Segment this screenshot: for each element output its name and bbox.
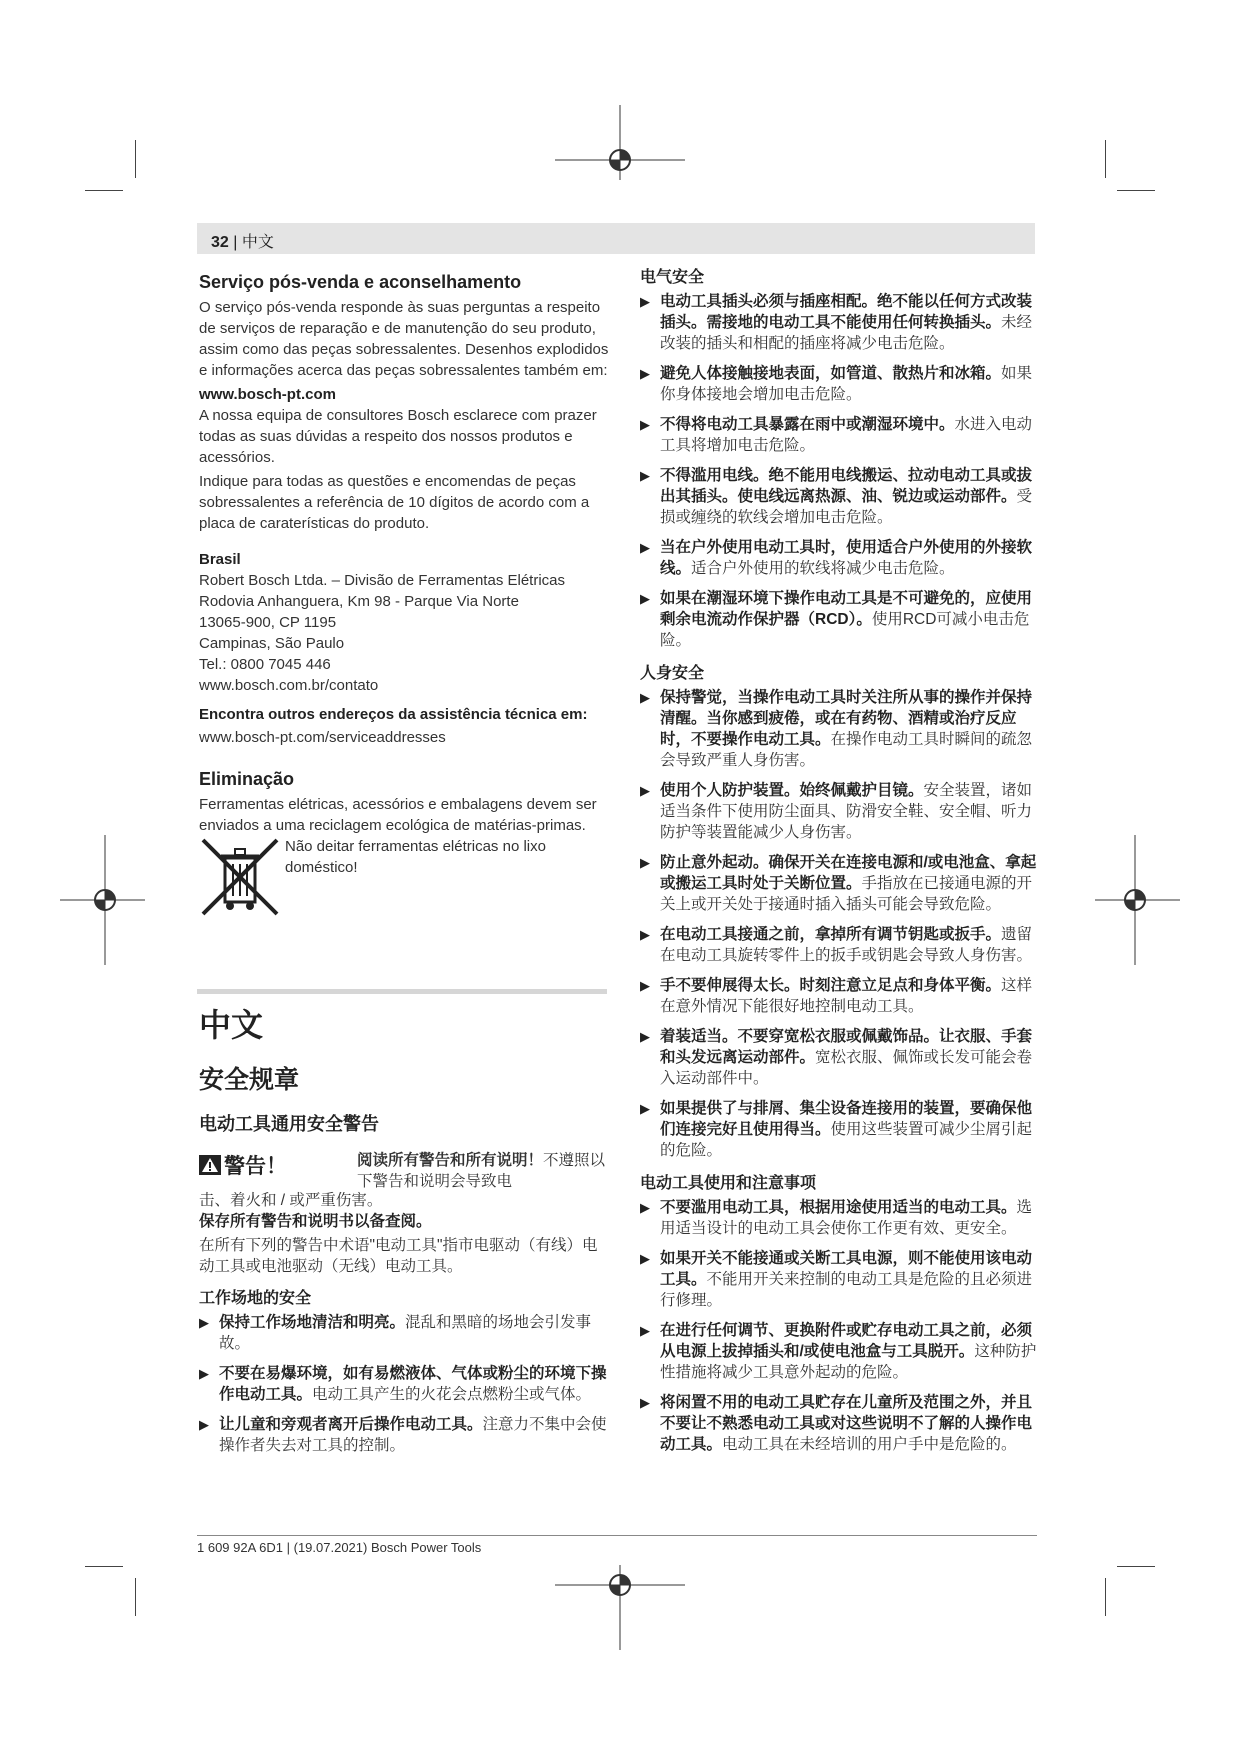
- crop-mark: [1117, 1566, 1155, 1567]
- bullet-arrow-icon: ▶: [640, 855, 650, 870]
- disposal-title: Eliminação: [199, 769, 295, 789]
- service-paragraph: O serviço pós-venda responde às suas perguntas a respeito de serviços de reparação e de manutenção do seu produto, assim como das peças sobressalentes. Desenhos explodidos e informações acerca das peças sobressalentes também em:: [199, 299, 609, 379]
- bullet-arrow-icon: ▶: [640, 927, 650, 942]
- chinese-section: [199, 1000, 609, 1465]
- list-item: ▶ 如果开关不能接通或关断工具电源，则不能使用该电动工具。不能用开关来控制的电动工具是危险的且必须进行修理。: [640, 1250, 1033, 1309]
- bullet-arrow-icon: ▶: [640, 294, 650, 309]
- left-column: [199, 266, 609, 918]
- list-item: ▶ 保持警觉，当操作电动工具时关注所从事的操作并保持清醒。当你感到疲倦，或在有药物、酒精或治疗反应时，不要操作电动工具。在操作电动工具时瞬间的疏忽会导致严重人身伤害。: [640, 689, 1033, 769]
- page-header: [197, 223, 1035, 254]
- bullet-arrow-icon: ▶: [640, 366, 650, 381]
- term-definition: 在所有下列的警告中术语"电动工具"指市电驱动（有线）电动工具或电池驱动（无线）电动工具。: [199, 1237, 598, 1275]
- list-item: ▶ 不得滥用电线。绝不能用电线搬运、拉动电动工具或拔出其插头。使电线远离热源、油、锐边或运动部件。受损或缠绕的软线会增加电击危险。: [640, 467, 1033, 526]
- list-item: ▶ 保持工作场地清洁和明亮。混乱和黑暗的场地会引发事故。: [199, 1314, 592, 1352]
- brasil-title: Brasil: [199, 551, 241, 568]
- bullet-arrow-icon: ▶: [640, 1395, 650, 1410]
- list-item: ▶ 不要滥用电动工具，根据用途使用适当的电动工具。选用适当设计的电动工具会使你工作更有效、更安全。: [640, 1199, 1033, 1237]
- tool-use-list: [640, 1197, 1040, 1455]
- crop-mark: [85, 1566, 123, 1567]
- list-item: ▶ 手不要伸展得太长。时刻注意立足点和身体平衡。这样在意外情况下能很好地控制电动工具。: [640, 977, 1033, 1015]
- electrical-safety-list: [640, 291, 1040, 651]
- list-item: ▶ 不得将电动工具暴露在雨中或潮湿环境中。水进入电动工具将增加电击危险。: [640, 416, 1033, 454]
- warning-text: 不遵照以下警告和说明会导致电: [357, 1152, 606, 1190]
- list-item: ▶ 让儿童和旁观者离开后操作电动工具。注意力不集中会使操作者失去对工具的控制。: [199, 1416, 607, 1454]
- list-item: ▶ 着装适当。不要穿宽松衣服或佩戴饰品。让衣服、手套和头发远离运动部件。宽松衣服、佩饰或长发可能会卷入运动部件中。: [640, 1028, 1033, 1087]
- crop-mark: [1117, 190, 1155, 191]
- header-separator: |: [228, 234, 242, 251]
- bullet-arrow-icon: ▶: [640, 1251, 650, 1266]
- service-title: Serviço pós-venda e aconselhamento: [199, 272, 522, 292]
- more-addresses-title: Encontra outros endereços da assistência técnica em:: [199, 706, 588, 723]
- crop-mark: [85, 190, 123, 191]
- page-number: 32: [211, 234, 229, 251]
- bullet-arrow-icon: ▶: [640, 1200, 650, 1215]
- bullet-arrow-icon: ▶: [640, 417, 650, 432]
- bullet-arrow-icon: ▶: [640, 1029, 650, 1044]
- registration-mark-icon: [555, 105, 685, 190]
- bullet-arrow-icon: ▶: [640, 978, 650, 993]
- brasil-phone: Tel.: 0800 7045 446: [199, 656, 331, 673]
- personal-safety-list: [640, 687, 1040, 1161]
- bullet-arrow-icon: ▶: [640, 540, 650, 555]
- list-item: ▶ 当在户外使用电动工具时，使用适合户外使用的外接软线。适合户外使用的软线将减少电击危险。: [640, 539, 1033, 577]
- bullet-arrow-icon: ▶: [640, 1323, 650, 1338]
- tool-use-title: 电动工具使用和注意事项: [640, 1175, 817, 1192]
- service-paragraph: A nossa equipa de consultores Bosch esclarece com prazer todas as suas dúvidas a respeito dos nossos produtos e acessórios.: [199, 407, 597, 466]
- crossed-out-bin-icon: [199, 836, 281, 918]
- warning-badge: [199, 1150, 287, 1180]
- brasil-address-line: 13065-900, CP 1195: [199, 614, 337, 631]
- bullet-arrow-icon: ▶: [640, 1101, 650, 1116]
- bullet-arrow-icon: ▶: [640, 468, 650, 483]
- work-area-list: [199, 1312, 609, 1456]
- bullet-arrow-icon: ▶: [640, 690, 650, 705]
- list-item: ▶ 不要在易爆环境，如有易燃液体、气体或粉尘的环境下操作电动工具。电动工具产生的火花会点燃粉尘或气体。: [199, 1365, 607, 1403]
- service-paragraph: Indique para todas as questões e encomendas de peças sobressalentes a referência de 10 dígitos de acordo com a placa de caraterísticas do produto.: [199, 473, 590, 532]
- disposal-paragraph: Ferramentas elétricas, acessórios e embalagens devem ser enviados a uma reciclagem ecológica de matérias-primas.: [199, 796, 597, 834]
- general-warnings-title: 电动工具通用安全警告: [199, 1114, 379, 1134]
- bullet-arrow-icon: ▶: [640, 783, 650, 798]
- registration-mark-icon: [60, 835, 150, 965]
- disposal-note: Não deitar ferramentas elétricas no lixo doméstico!: [285, 838, 546, 876]
- service-addresses-link[interactable]: www.bosch-pt.com/serviceaddresses: [199, 729, 446, 746]
- list-item: ▶ 在进行任何调节、更换附件或贮存电动工具之前，必须从电源上拔掉插头和/或使电池盒与工具脱开。这种防护性措施将减少工具意外起动的危险。: [640, 1322, 1037, 1381]
- section-divider: [197, 989, 607, 994]
- header-language: 中文: [241, 234, 274, 251]
- list-item: ▶ 将闲置不用的电动工具贮存在儿童所及范围之外，并且不要让不熟悉电动工具或对这些说明不了解的人操作电动工具。电动工具在未经培训的用户手中是危险的。: [640, 1394, 1033, 1453]
- list-item: ▶ 防止意外起动。确保开关在连接电源和/或电池盒、拿起或搬运工具时处于关断位置。手指放在已接通电源的开关上或开关处于接通时插入插头可能会导致危险。: [640, 854, 1037, 913]
- registration-mark-icon: [555, 1560, 685, 1650]
- bullet-arrow-icon: ▶: [199, 1366, 209, 1381]
- right-column: [640, 264, 1040, 1464]
- chinese-title: 中文: [199, 1007, 264, 1043]
- brasil-contact-link[interactable]: www.bosch.com.br/contato: [199, 677, 379, 694]
- crop-mark: [135, 140, 136, 178]
- work-area-title: 工作场地的安全: [199, 1290, 312, 1307]
- personal-safety-title: 人身安全: [640, 665, 705, 682]
- bullet-arrow-icon: ▶: [640, 591, 650, 606]
- warning-label: 警告！: [224, 1155, 287, 1178]
- registration-mark-icon: [1090, 835, 1180, 965]
- list-item: ▶ 在电动工具接通之前，拿掉所有调节钥匙或扳手。遗留在电动工具旋转零件上的扳手或钥匙会导致人身伤害。: [640, 926, 1033, 964]
- crop-mark: [1105, 1578, 1106, 1616]
- crop-mark: [1105, 140, 1106, 178]
- bullet-arrow-icon: ▶: [199, 1315, 209, 1330]
- brasil-address-line: Campinas, São Paulo: [199, 635, 345, 652]
- footer-divider: [197, 1535, 1037, 1536]
- crop-mark: [135, 1578, 136, 1616]
- list-item: ▶ 如果提供了与排屑、集尘设备连接用的装置，要确保他们连接完好且使用得当。使用这些装置可减少尘屑引起的危险。: [640, 1100, 1033, 1159]
- list-item: ▶ 如果在潮湿环境下操作电动工具是不可避免的，应使用剩余电流动作保护器（RCD）。使用RCD可减小电击危险。: [640, 590, 1033, 649]
- list-item: ▶ 避免人体接触接地表面，如管道、散热片和冰箱。如果你身体接地会增加电击危险。: [640, 365, 1033, 403]
- brasil-address-line: Robert Bosch Ltda. – Divisão de Ferramentas Elétricas: [199, 572, 565, 589]
- save-instructions: 保存所有警告和说明书以备查阅。: [199, 1213, 432, 1230]
- list-item: ▶ 使用个人防护装置。始终佩戴护目镜。安全装置，诸如适当条件下使用防尘面具、防滑安全鞋、安全帽、听力防护等装置能减少人身伤害。: [640, 782, 1033, 841]
- service-url[interactable]: www.bosch-pt.com: [199, 386, 336, 403]
- warning-bold-text: 阅读所有警告和所有说明！: [357, 1152, 544, 1169]
- warning-triangle-icon: [199, 1155, 221, 1175]
- safety-rules-title: 安全规章: [199, 1066, 300, 1094]
- footer-text: 1 609 92A 6D1 | (19.07.2021) Bosch Power Tools: [197, 1540, 482, 1555]
- list-item: ▶ 电动工具插头必须与插座相配。绝不能以任何方式改装插头。需接地的电动工具不能使用任何转换插头。未经改装的插头和相配的插座将减少电击危险。: [640, 293, 1033, 352]
- warning-text-continued: 击、着火和 / 或严重伤害。: [199, 1192, 383, 1209]
- bullet-arrow-icon: ▶: [199, 1417, 209, 1432]
- electrical-safety-title: 电气安全: [640, 269, 705, 286]
- brasil-address-line: Rodovia Anhanguera, Km 98 - Parque Via Norte: [199, 593, 519, 610]
